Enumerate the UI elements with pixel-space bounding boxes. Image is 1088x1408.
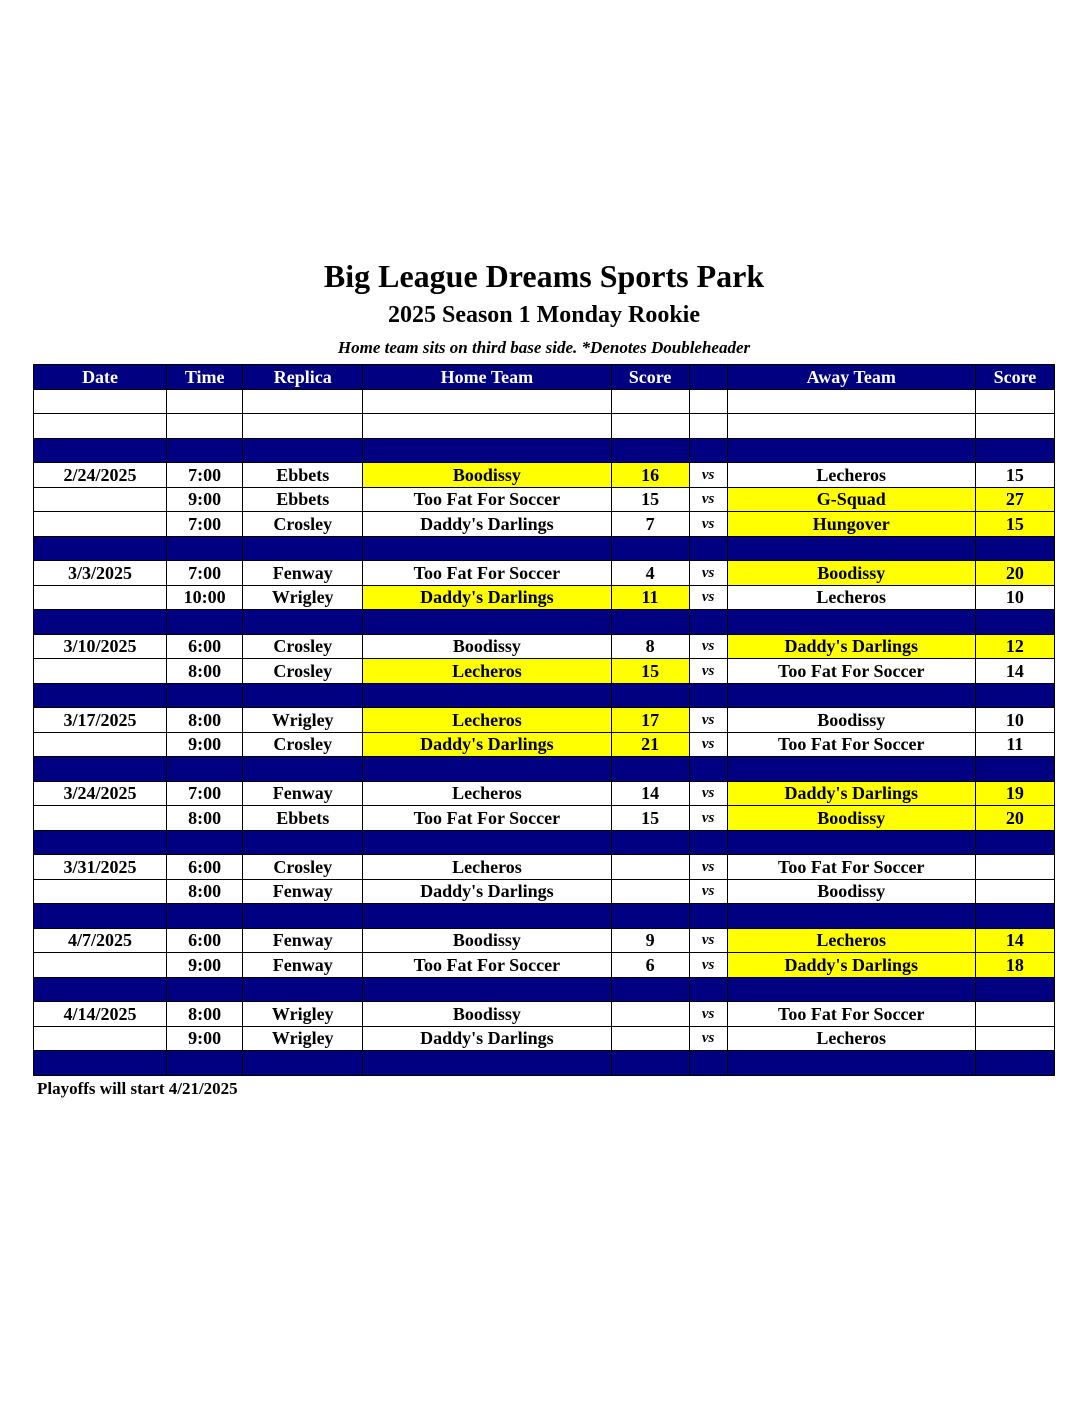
table-row: [34, 487, 1055, 512]
game-time: [167, 389, 243, 414]
away-team: Too Fat For Soccer: [727, 659, 975, 684]
home-team: Daddy's Darlings: [363, 732, 611, 757]
home-score: 14: [611, 781, 689, 806]
game-time: [167, 830, 243, 855]
week-separator-row: [34, 977, 1055, 1002]
vs-label: vs: [689, 659, 727, 684]
home-score: [611, 389, 689, 414]
home-team: [363, 610, 611, 635]
game-field: [243, 830, 363, 855]
away-score: [975, 904, 1054, 929]
vs-label: [689, 1051, 727, 1076]
vs-label: [689, 904, 727, 929]
game-time: 6:00: [167, 855, 243, 880]
home-team: Too Fat For Soccer: [363, 806, 611, 831]
away-team: Boodissy: [727, 708, 975, 733]
blank-row: [34, 389, 1055, 414]
away-score: [975, 438, 1054, 463]
table-header-row: [34, 365, 1055, 390]
away-score: [975, 536, 1054, 561]
vs-label: vs: [689, 634, 727, 659]
game-field: [243, 536, 363, 561]
home-score: [611, 757, 689, 782]
away-team: Lecheros: [727, 585, 975, 610]
table-row: [34, 928, 1055, 953]
home-team: Boodissy: [363, 634, 611, 659]
away-team: Lecheros: [727, 463, 975, 488]
game-field: Fenway: [243, 561, 363, 586]
away-score: [975, 389, 1054, 414]
game-date: [34, 512, 167, 537]
vs-label: [689, 610, 727, 635]
game-date: [34, 904, 167, 929]
game-time: 8:00: [167, 1002, 243, 1027]
week-separator-row: [34, 683, 1055, 708]
away-team: Boodissy: [727, 561, 975, 586]
home-score: [611, 879, 689, 904]
week-separator-row: [34, 830, 1055, 855]
game-date: 4/7/2025: [34, 928, 167, 953]
game-time: [167, 977, 243, 1002]
away-score: 27: [975, 487, 1054, 512]
home-team: Boodissy: [363, 1002, 611, 1027]
game-date: [34, 977, 167, 1002]
week-separator-row: [34, 1051, 1055, 1076]
home-team: Daddy's Darlings: [363, 585, 611, 610]
game-time: 8:00: [167, 879, 243, 904]
away-score: 15: [975, 463, 1054, 488]
away-score: [975, 757, 1054, 782]
game-field: Wrigley: [243, 1002, 363, 1027]
home-score: [611, 904, 689, 929]
away-team: [727, 683, 975, 708]
game-time: [167, 683, 243, 708]
game-date: 2/24/2025: [34, 463, 167, 488]
away-team: Daddy's Darlings: [727, 953, 975, 978]
away-team: Too Fat For Soccer: [727, 855, 975, 880]
vs-label: vs: [689, 879, 727, 904]
game-date: 4/14/2025: [34, 1002, 167, 1027]
vs-label: [689, 683, 727, 708]
away-team: [727, 536, 975, 561]
home-score: [611, 536, 689, 561]
away-team: [727, 757, 975, 782]
game-time: [167, 438, 243, 463]
away-score: [975, 830, 1054, 855]
home-team: Lecheros: [363, 855, 611, 880]
away-team: Daddy's Darlings: [727, 634, 975, 659]
column-header-replica: Replica: [243, 365, 363, 390]
away-score: 10: [975, 708, 1054, 733]
away-score: [975, 683, 1054, 708]
table-row: [34, 879, 1055, 904]
away-score: 10: [975, 585, 1054, 610]
home-score: [611, 1002, 689, 1027]
away-team: Too Fat For Soccer: [727, 1002, 975, 1027]
game-field: Fenway: [243, 928, 363, 953]
game-time: 8:00: [167, 659, 243, 684]
home-score: [611, 414, 689, 439]
game-date: [34, 659, 167, 684]
table-row: [34, 1002, 1055, 1027]
game-time: 9:00: [167, 487, 243, 512]
table-row: [34, 634, 1055, 659]
vs-label: [689, 757, 727, 782]
game-date: [34, 757, 167, 782]
vs-label: [689, 830, 727, 855]
away-score: [975, 610, 1054, 635]
away-team: [727, 830, 975, 855]
game-field: [243, 438, 363, 463]
game-time: 9:00: [167, 953, 243, 978]
table-row: [34, 708, 1055, 733]
game-field: [243, 414, 363, 439]
table-row: [34, 732, 1055, 757]
home-score: 8: [611, 634, 689, 659]
game-time: 8:00: [167, 806, 243, 831]
away-team: [727, 438, 975, 463]
week-separator-row: [34, 757, 1055, 782]
column-header-date: Date: [34, 365, 167, 390]
column-header-home-score: Score: [611, 365, 689, 390]
home-score: [611, 1051, 689, 1076]
vs-label: vs: [689, 928, 727, 953]
home-score: [611, 855, 689, 880]
game-field: Wrigley: [243, 585, 363, 610]
game-field: [243, 757, 363, 782]
away-score: 15: [975, 512, 1054, 537]
game-time: 10:00: [167, 585, 243, 610]
away-score: 20: [975, 806, 1054, 831]
column-header-away-score: Score: [975, 365, 1054, 390]
game-field: [243, 1051, 363, 1076]
home-score: [611, 683, 689, 708]
home-team: Daddy's Darlings: [363, 512, 611, 537]
game-time: 6:00: [167, 634, 243, 659]
home-score: 15: [611, 806, 689, 831]
away-score: 11: [975, 732, 1054, 757]
vs-label: [689, 977, 727, 1002]
game-time: [167, 1051, 243, 1076]
table-row: [34, 463, 1055, 488]
vs-label: vs: [689, 1026, 727, 1051]
home-team: Lecheros: [363, 708, 611, 733]
home-team: Daddy's Darlings: [363, 879, 611, 904]
game-date: 3/17/2025: [34, 708, 167, 733]
away-team: Too Fat For Soccer: [727, 732, 975, 757]
home-team: [363, 683, 611, 708]
home-team: Daddy's Darlings: [363, 1026, 611, 1051]
home-team: [363, 536, 611, 561]
home-team: Too Fat For Soccer: [363, 487, 611, 512]
home-score: 6: [611, 953, 689, 978]
game-date: [34, 610, 167, 635]
vs-label: vs: [689, 953, 727, 978]
home-score: 21: [611, 732, 689, 757]
away-score: 20: [975, 561, 1054, 586]
week-separator-row: [34, 438, 1055, 463]
game-time: 9:00: [167, 1026, 243, 1051]
game-date: [34, 830, 167, 855]
game-field: [243, 683, 363, 708]
away-team: [727, 1051, 975, 1076]
game-time: 7:00: [167, 561, 243, 586]
away-score: [975, 1002, 1054, 1027]
playoffs-note: Playoffs will start 4/21/2025: [37, 1079, 238, 1098]
game-date: [34, 1051, 167, 1076]
away-team: Hungover: [727, 512, 975, 537]
vs-label: [689, 438, 727, 463]
home-team: [363, 414, 611, 439]
column-header-vs: [689, 365, 727, 390]
home-score: 16: [611, 463, 689, 488]
home-score: [611, 977, 689, 1002]
home-team: Too Fat For Soccer: [363, 561, 611, 586]
game-field: Fenway: [243, 879, 363, 904]
away-score: [975, 855, 1054, 880]
schedule-body: [34, 389, 1055, 1075]
away-score: 14: [975, 928, 1054, 953]
vs-label: [689, 389, 727, 414]
vs-label: vs: [689, 463, 727, 488]
away-team: Daddy's Darlings: [727, 781, 975, 806]
away-team: Boodissy: [727, 806, 975, 831]
vs-label: vs: [689, 512, 727, 537]
game-date: 3/31/2025: [34, 855, 167, 880]
home-team: Too Fat For Soccer: [363, 953, 611, 978]
table-row: [34, 659, 1055, 684]
game-field: Crosley: [243, 659, 363, 684]
table-row: [34, 1026, 1055, 1051]
schedule-table: [33, 364, 1055, 1076]
home-team: Lecheros: [363, 781, 611, 806]
game-date: [34, 389, 167, 414]
home-score: 9: [611, 928, 689, 953]
home-team: [363, 830, 611, 855]
vs-label: vs: [689, 585, 727, 610]
away-team: G-Squad: [727, 487, 975, 512]
column-header-home-team: Home Team: [363, 365, 611, 390]
game-time: [167, 904, 243, 929]
home-team: [363, 1051, 611, 1076]
table-row: [34, 953, 1055, 978]
game-field: [243, 389, 363, 414]
away-team: Boodissy: [727, 879, 975, 904]
game-field: [243, 977, 363, 1002]
away-team: Lecheros: [727, 1026, 975, 1051]
game-field: Fenway: [243, 953, 363, 978]
away-score: 19: [975, 781, 1054, 806]
blank-row: [34, 414, 1055, 439]
schedule-note: Home team sits on third base side. *Denotes Doubleheader: [337, 338, 751, 357]
table-row: [34, 781, 1055, 806]
home-score: 11: [611, 585, 689, 610]
vs-label: vs: [689, 806, 727, 831]
week-separator-row: [34, 536, 1055, 561]
game-date: [34, 536, 167, 561]
away-team: [727, 904, 975, 929]
home-team: [363, 977, 611, 1002]
game-time: 8:00: [167, 708, 243, 733]
game-field: Fenway: [243, 781, 363, 806]
game-time: 7:00: [167, 512, 243, 537]
game-field: Ebbets: [243, 463, 363, 488]
game-time: 9:00: [167, 732, 243, 757]
away-team: [727, 414, 975, 439]
game-time: 7:00: [167, 463, 243, 488]
home-score: [611, 438, 689, 463]
table-row: [34, 512, 1055, 537]
away-score: [975, 977, 1054, 1002]
home-score: [611, 830, 689, 855]
vs-label: vs: [689, 781, 727, 806]
table-row: [34, 585, 1055, 610]
home-team: Boodissy: [363, 463, 611, 488]
vs-label: [689, 536, 727, 561]
home-team: [363, 904, 611, 929]
away-team: [727, 610, 975, 635]
game-date: 3/10/2025: [34, 634, 167, 659]
column-header-time: Time: [167, 365, 243, 390]
game-date: [34, 1026, 167, 1051]
game-time: 6:00: [167, 928, 243, 953]
game-field: Wrigley: [243, 1026, 363, 1051]
home-team: [363, 389, 611, 414]
game-field: Wrigley: [243, 708, 363, 733]
away-score: [975, 1026, 1054, 1051]
away-score: [975, 879, 1054, 904]
home-score: [611, 1026, 689, 1051]
game-date: [34, 953, 167, 978]
vs-label: vs: [689, 732, 727, 757]
game-field: Crosley: [243, 634, 363, 659]
game-time: [167, 414, 243, 439]
home-score: 4: [611, 561, 689, 586]
game-field: Ebbets: [243, 487, 363, 512]
game-date: [34, 414, 167, 439]
table-row: [34, 806, 1055, 831]
home-score: 7: [611, 512, 689, 537]
column-header-away-team: Away Team: [727, 365, 975, 390]
game-field: Crosley: [243, 732, 363, 757]
vs-label: [689, 414, 727, 439]
home-score: 17: [611, 708, 689, 733]
vs-label: vs: [689, 708, 727, 733]
game-date: [34, 438, 167, 463]
away-score: [975, 1051, 1054, 1076]
home-team: [363, 438, 611, 463]
game-date: [34, 585, 167, 610]
away-team: Lecheros: [727, 928, 975, 953]
week-separator-row: [34, 904, 1055, 929]
game-date: [34, 806, 167, 831]
game-time: [167, 536, 243, 561]
game-time: [167, 757, 243, 782]
game-date: [34, 487, 167, 512]
vs-label: vs: [689, 561, 727, 586]
game-date: [34, 879, 167, 904]
vs-label: vs: [689, 1002, 727, 1027]
game-field: [243, 610, 363, 635]
game-field: [243, 904, 363, 929]
away-team: [727, 389, 975, 414]
home-team: Boodissy: [363, 928, 611, 953]
home-score: 15: [611, 487, 689, 512]
game-time: [167, 610, 243, 635]
home-team: Lecheros: [363, 659, 611, 684]
away-score: 12: [975, 634, 1054, 659]
game-date: [34, 683, 167, 708]
away-score: 14: [975, 659, 1054, 684]
table-row: [34, 855, 1055, 880]
home-score: 15: [611, 659, 689, 684]
away-score: [975, 414, 1054, 439]
page-title: Big League Dreams Sports Park: [323, 258, 765, 294]
home-score: [611, 610, 689, 635]
game-time: 7:00: [167, 781, 243, 806]
away-team: [727, 977, 975, 1002]
away-score: 18: [975, 953, 1054, 978]
game-field: Crosley: [243, 512, 363, 537]
game-date: 3/24/2025: [34, 781, 167, 806]
game-field: Crosley: [243, 855, 363, 880]
game-date: 3/3/2025: [34, 561, 167, 586]
table-row: [34, 561, 1055, 586]
week-separator-row: [34, 610, 1055, 635]
home-team: [363, 757, 611, 782]
vs-label: vs: [689, 855, 727, 880]
vs-label: vs: [689, 487, 727, 512]
page-subtitle: 2025 Season 1 Monday Rookie: [387, 302, 701, 328]
game-date: [34, 732, 167, 757]
game-field: Ebbets: [243, 806, 363, 831]
